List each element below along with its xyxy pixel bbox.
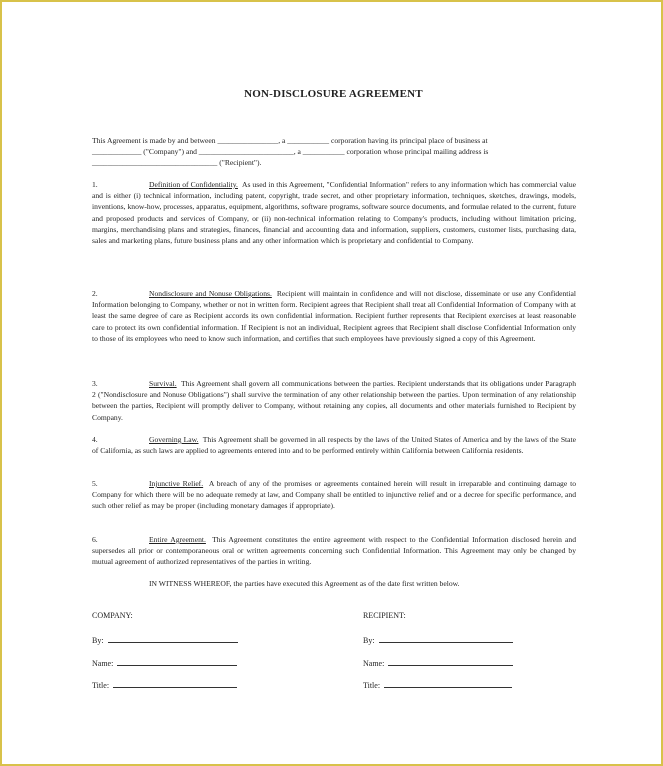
section-number: 6. — [92, 535, 98, 544]
company-title-label: Title: — [92, 681, 110, 690]
section-4 — [92, 434, 576, 456]
section-6 — [92, 534, 576, 568]
section-text: This Agreement shall be governed in all respects by the laws of the United States of America and by the laws of the State of California, as such laws are applied to agreements entered into and to be performed entirely within California between California residents. — [92, 435, 577, 456]
section-5 — [92, 478, 576, 512]
company-name-label: Name: — [92, 659, 114, 668]
intro-line-2: _____________ ("Company") and _________________________, a ___________ corporation whose principal mailing address is — [92, 147, 489, 157]
document-title: NON-DISCLOSURE AGREEMENT — [244, 88, 423, 100]
recipient-title-line[interactable] — [384, 679, 512, 688]
recipient-by-line[interactable] — [379, 634, 513, 643]
section-heading: Governing Law. — [149, 435, 199, 444]
recipient-name-label: Name: — [363, 659, 385, 668]
company-title-line[interactable] — [113, 679, 237, 688]
section-heading: Entire Agreement. — [149, 535, 206, 544]
company-name-row — [92, 657, 237, 668]
recipient-by-label: By: — [363, 636, 375, 645]
section-3 — [92, 378, 576, 423]
section-number: 2. — [92, 289, 98, 298]
section-text: A breach of any of the promises or agreements contained herein will result in irreparable and continuing damage to Company for which there will be no adequate remedy at law, and Company shall be entitled to injunctive relief and or a decree for specific performance, and such other relief as may be proper (including monetary damages if appropriate). — [92, 479, 577, 511]
company-name-line[interactable] — [117, 657, 237, 666]
section-number: 4. — [92, 435, 98, 444]
section-number: 3. — [92, 379, 98, 388]
recipient-label: RECIPIENT: — [363, 611, 406, 620]
company-by-line[interactable] — [108, 634, 238, 643]
intro-line-1: This Agreement is made by and between ________________, a ___________ corporation having its principal place of business at — [92, 136, 488, 145]
intro-line-3: _________________________________ ("Recipient"). — [92, 158, 262, 168]
section-number: 5. — [92, 479, 98, 488]
section-1 — [92, 179, 576, 246]
recipient-by-row — [363, 634, 513, 645]
section-heading: Definition of Confidentiality. — [149, 180, 238, 189]
recipient-title-label: Title: — [363, 681, 381, 690]
section-number: 1. — [92, 180, 98, 189]
recipient-name-line[interactable] — [388, 657, 513, 666]
company-label: COMPANY: — [92, 611, 133, 620]
recipient-title-row — [363, 679, 512, 690]
section-text: As used in this Agreement, "Confidential Information" refers to any information which has commercial value and is either (i) technical information, including patent, copyright, trade secret, and other proprietary information, techniques, sketches, drawings, models, inventions, know-how, processes, apparatus, equipment, algorithms, software programs, software source documents, and formulae related to the current, future and proposed products and services of Company, or (ii) non-technical information relating to Company's products, including without limitation pricing, margins, merchandising plans and strategies, finances, financial and accounting data and information, suppliers, customers, customer lists, purchasing data, sales and marketing plans, future business plans and any other information which is proprietary and confidential to Company. — [92, 180, 577, 246]
section-text: Recipient will maintain in confidence and will not disclose, disseminate or use any Confidential Information belonging to Company, whether or not in written form. Recipient agrees that Recipient shall treat all Confidential Information of Company with at least the same degree of care as Recipient accords its own confidential information. Recipient further represents that Recipient exercises at least reasonable care to protect its own confidential information. If Recipient is not an individual, Recipient agrees that Recipient shall disclose Confidential Information only to those of its employees who need to know such information, and certifies that such employees have previously signed a copy of this Agreement. — [92, 289, 576, 343]
section-text: This Agreement shall govern all communications between the parties. Recipient understands that its obligations under Paragraph 2 ("Nondisclosure and Nonuse Obligations") shall survive the termination of any other relationship between the parties. Upon termination of any relationship between the parties, Recipient will promptly deliver to Company, without retaining any copies, all documents and other materials furnished to Recipient by Company. — [92, 379, 577, 422]
recipient-name-row — [363, 657, 513, 668]
company-by-label: By: — [92, 636, 104, 645]
witness-clause: IN WITNESS WHEREOF, the parties have executed this Agreement as of the date first written below. — [149, 579, 460, 588]
intro-paragraph — [92, 135, 576, 169]
section-2 — [92, 288, 576, 344]
company-title-row — [92, 679, 237, 690]
section-heading: Survival. — [149, 379, 177, 388]
section-text: This Agreement constitutes the entire agreement with respect to the Confidential Information disclosed herein and supersedes all prior or contemporaneous oral or written agreements concerning such Confidential Information. This Agreement may only be changed by mutual agreement of authorized representatives of the parties in writing. — [92, 535, 576, 567]
company-by-row — [92, 634, 238, 645]
section-heading: Nondisclosure and Nonuse Obligations. — [149, 289, 272, 298]
section-heading: Injunctive Relief. — [149, 479, 204, 488]
